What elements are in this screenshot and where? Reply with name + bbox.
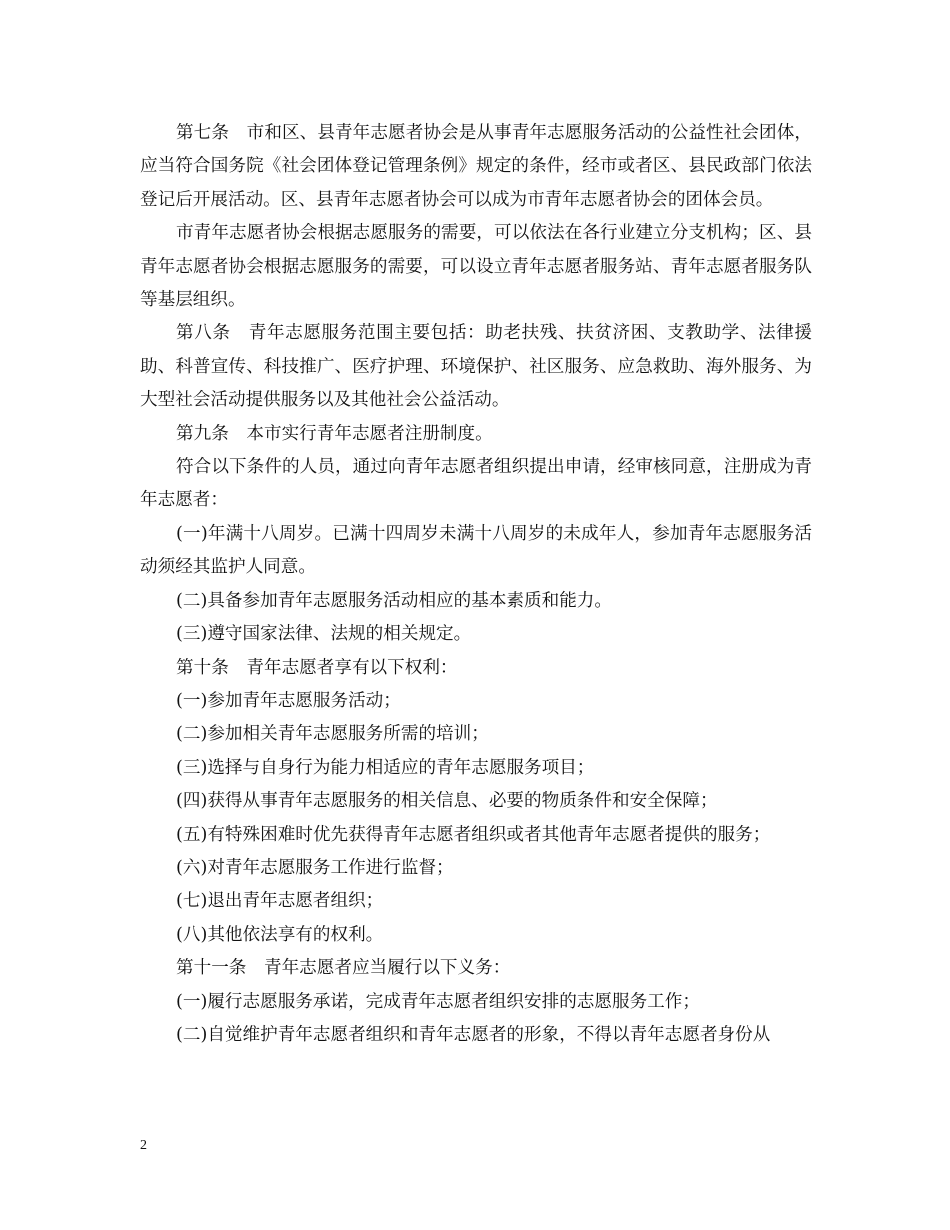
paragraph: (四)获得从事青年志愿服务的相关信息、必要的物质条件和安全保障； bbox=[176, 791, 718, 812]
paragraph: 符合以下条件的人员，通过向青年志愿者组织提出申请，经审核同意，注册成为青年志愿者： bbox=[140, 457, 812, 511]
page-number: 2 bbox=[140, 1138, 147, 1153]
paragraph: 第十条 青年志愿者享有以下权利： bbox=[176, 657, 458, 678]
paragraph: (三)遵守国家法律、法规的相关规定。 bbox=[176, 624, 472, 645]
paragraph: (一)年满十八周岁。已满十四周岁未满十八周岁的未成年人，参加青年志愿服务活动须经其监护人同意。 bbox=[140, 523, 812, 578]
paragraph: 市青年志愿者协会根据志愿服务的需要，可以依法在各行业建立分支机构；区、县青年志愿者协会根据志愿服务的需要，可以设立青年志愿者服务站、青年志愿者服务队等基层组织。 bbox=[140, 223, 812, 311]
paragraph: (二)参加相关青年志愿服务所需的培训； bbox=[176, 724, 489, 745]
paragraph: 第九条 本市实行青年志愿者注册制度。 bbox=[176, 423, 493, 444]
paragraph: (二)自觉维护青年志愿者组织和青年志愿者的形象，不得以青年志愿者身份从 bbox=[176, 1024, 771, 1045]
document-body bbox=[140, 117, 812, 1052]
paragraph: 第八条 青年志愿服务范围主要包括：助老扶残、扶贫济困、支教助学、法律援助、科普宣传、科技推广、医疗护理、环境保护、社区服务、应急救助、海外服务、为大型社会活动提供服务以及其他社会公益活动。 bbox=[140, 323, 812, 411]
paragraph: (八)其他依法享有的权利。 bbox=[176, 924, 384, 945]
paragraph: (六)对青年志愿服务工作进行监督； bbox=[176, 857, 454, 878]
paragraph: (一)参加青年志愿服务活动； bbox=[176, 690, 401, 711]
paragraph: (一)履行志愿服务承诺，完成青年志愿者组织安排的志愿服务工作； bbox=[176, 991, 700, 1012]
paragraph: (二)具备参加青年志愿服务活动相应的基本素质和能力。 bbox=[176, 590, 612, 611]
paragraph: 第七条 市和区、县青年志愿者协会是从事青年志愿服务活动的公益性社会团体，应当符合国务院《社会团体登记管理条例》规定的条件，经市或者区、县民政部门依法登记后开展活动。区、县青年志愿者协会可以成为市青年志愿者协会的团体会员。 bbox=[140, 123, 812, 210]
paragraph: (五)有特殊困难时优先获得青年志愿者组织或者其他青年志愿者提供的服务； bbox=[176, 824, 771, 845]
paragraph: (三)选择与自身行为能力相适应的青年志愿服务项目； bbox=[176, 757, 595, 778]
paragraph: 第十一条 青年志愿者应当履行以下义务： bbox=[176, 958, 511, 979]
paragraph: (七)退出青年志愿者组织； bbox=[176, 891, 384, 912]
